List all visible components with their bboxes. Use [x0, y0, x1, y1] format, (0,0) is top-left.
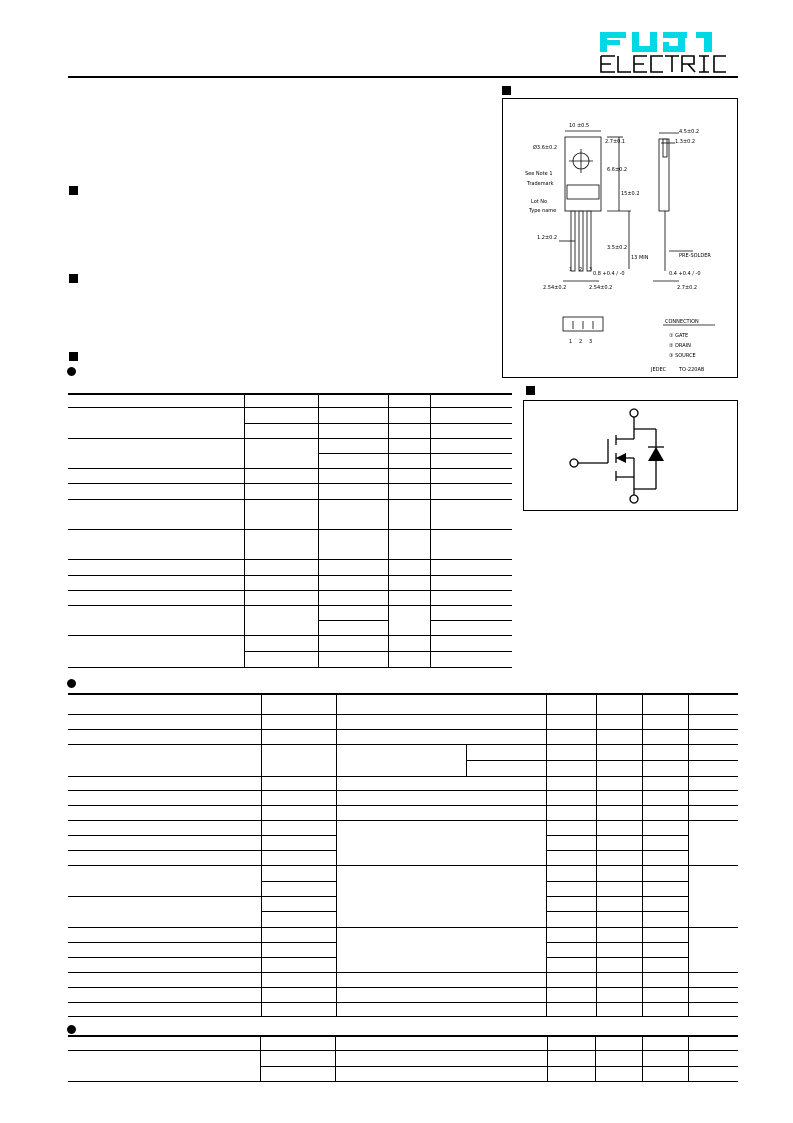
dim-hole-dia: Ø3.6±0.2 [533, 145, 558, 151]
circuit-box [523, 400, 738, 511]
dim-body-height: 15±0.2 [621, 191, 640, 197]
dim-lead-w: 0.8 +0.4 / -0 [593, 271, 625, 277]
dim-tab-hole: 6.6±0.2 [607, 167, 628, 173]
section-marker-applications [69, 274, 78, 283]
header-rule [68, 76, 738, 78]
dim-side-bottom: 2.7±0.2 [677, 285, 698, 291]
dim-lead-pitch-left: 1.2±0.2 [537, 235, 558, 241]
label-lot-no: Lot No [531, 199, 548, 205]
label-see-note: See Note 1 [525, 171, 553, 177]
brand-logo [598, 30, 740, 75]
dim-width-top: 10 ±0.5 [569, 123, 590, 129]
pinout-number-2: 2 [579, 339, 583, 345]
jedec-value: TO-220AB [679, 367, 705, 373]
dim-pitch-b: 2.54±0.2 [589, 285, 613, 291]
jedec-label: JEDEC [651, 367, 667, 373]
mosfet-symbol [524, 401, 739, 512]
dim-lead-len: 3.5±0.2 [607, 245, 628, 251]
pinout-number-1: 1 [569, 339, 573, 345]
pinout-number-3: 3 [589, 339, 593, 345]
pin-number-1: 1 [569, 267, 573, 273]
pin-number-3: 3 [589, 267, 593, 273]
electrical-characteristics-table [68, 693, 738, 1018]
dim-thick-b: 1.3±0.2 [675, 139, 696, 145]
label-trademark: Trademark [527, 181, 554, 187]
section-marker-outline [502, 86, 511, 95]
connection-gate: ① GATE [669, 333, 689, 339]
outline-drawing [503, 99, 739, 379]
bullet-electrical [67, 679, 76, 688]
bullet-thermal [67, 1025, 76, 1034]
dim-tab-top: 2.7±0.1 [605, 139, 626, 145]
absolute-max-ratings-table [68, 393, 512, 669]
section-marker-features [69, 186, 78, 195]
connection-drain: ② DRAIN [669, 343, 691, 349]
section-marker-circuit [526, 386, 535, 395]
thermal-characteristics-table [68, 1035, 738, 1083]
dim-lead-total: 13 MIN [631, 255, 649, 261]
label-type-name: Type name [529, 208, 557, 214]
label-pre-solder: PRE-SOLDER [679, 253, 711, 259]
connection-source: ③ SOURCE [669, 353, 696, 359]
outline-drawing-box [502, 98, 738, 378]
dim-thick-a: 4.5±0.2 [679, 129, 700, 135]
pin-number-2: 2 [579, 267, 583, 273]
bullet-absolute-max [67, 367, 76, 376]
connection-title: CONNECTION [665, 319, 699, 325]
section-marker-ratings [69, 352, 78, 361]
dim-side-lead-w: 0.4 +0.4 / -0 [669, 271, 701, 277]
dim-pitch-a: 2.54±0.2 [543, 285, 567, 291]
